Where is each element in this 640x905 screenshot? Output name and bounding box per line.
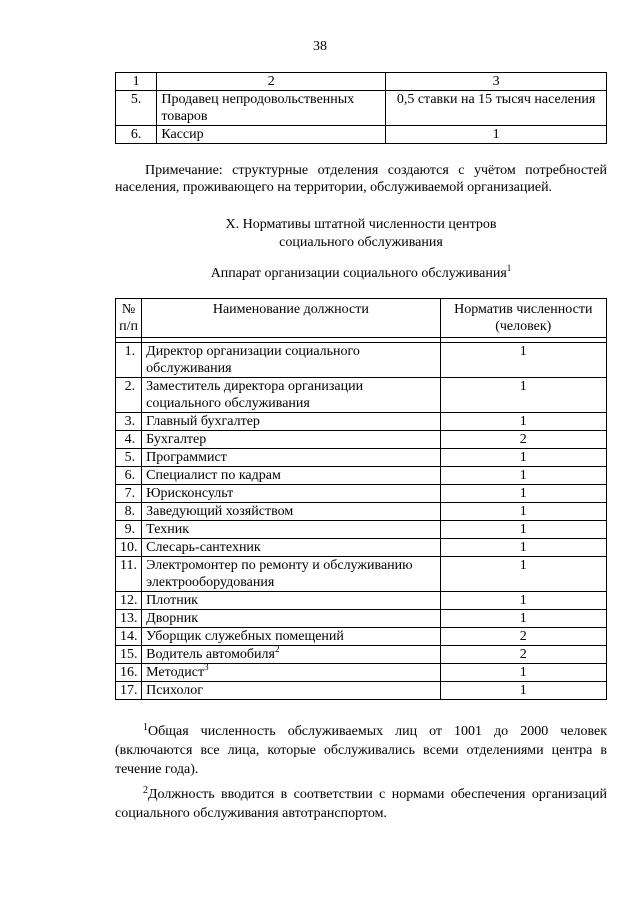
position-name — [142, 682, 440, 700]
norm-value: 1 — [440, 343, 606, 378]
page-number: 38 — [313, 39, 327, 54]
norm-value: 1 — [440, 467, 606, 485]
position-name — [142, 343, 440, 378]
position-name-text: Дворник — [146, 611, 199, 626]
row-number: 9. — [116, 521, 142, 539]
norm-value: 1 — [440, 557, 606, 592]
position-name — [142, 521, 440, 539]
row-number: 5. — [116, 91, 157, 126]
row-number: 13. — [116, 610, 142, 628]
footnote-text: Общая численность обслуживаемых лиц от 1001 до 2000 человек (включаются все лица, которые обслуживались всеми отделениями центра в течение года). — [115, 724, 607, 777]
norm-value: 1 — [386, 126, 607, 144]
position-name-text: Заведующий хозяйством — [146, 504, 294, 519]
row-number: 12. — [116, 592, 142, 610]
position-name-text: Психолог — [146, 683, 203, 698]
position-name-text: Программист — [146, 450, 227, 465]
norm-value: 0,5 ставки на 15 тысяч населения — [386, 91, 607, 126]
norm-value: 1 — [440, 610, 606, 628]
row-number: 10. — [116, 539, 142, 557]
position-name — [142, 646, 440, 664]
row-number: 17. — [116, 682, 142, 700]
row-number: 6. — [116, 467, 142, 485]
table-row — [116, 521, 607, 539]
norm-value: 1 — [440, 592, 606, 610]
norm-value: 1 — [440, 413, 606, 431]
position-name — [142, 628, 440, 646]
row-number: 5. — [116, 449, 142, 467]
row-number: 11. — [116, 557, 142, 592]
table-row — [116, 664, 607, 682]
footnote-ref: 1 — [506, 263, 512, 273]
position-name-text: Юрисконсульт — [146, 486, 234, 501]
footnote-text: Должность вводится в соответствии с нормами обеспечения организаций социального обслуживания автотранспортом. — [115, 787, 607, 821]
footnote-number: 1 — [143, 722, 148, 733]
row-number: 1. — [116, 343, 142, 378]
position-name-text: Методист — [146, 665, 205, 680]
position-name — [142, 378, 440, 413]
position-name-text: Техник — [146, 522, 190, 537]
position-name-text: Главный бухгалтер — [146, 414, 260, 429]
row-number: 16. — [116, 664, 142, 682]
position-name-text: Бухгалтер — [146, 432, 207, 447]
norm-value: 1 — [440, 682, 606, 700]
top-table — [115, 72, 607, 144]
row-number: 4. — [116, 431, 142, 449]
position-name-text: Уборщик служебных помещений — [146, 629, 344, 644]
table-row — [116, 592, 607, 610]
table-row — [116, 557, 607, 592]
position-name — [142, 592, 440, 610]
section-title-line: X. Нормативы штатной численности центров — [225, 217, 497, 232]
row-number: 7. — [116, 485, 142, 503]
top-table-header-cell: 2 — [157, 73, 386, 91]
position-name — [142, 449, 440, 467]
norm-value: 1 — [440, 485, 606, 503]
header-norm: Норматив численности (человек) — [440, 299, 606, 338]
table-row — [116, 449, 607, 467]
row-number: 14. — [116, 628, 142, 646]
top-table-header-cell: 3 — [386, 73, 607, 91]
norm-value: 1 — [440, 521, 606, 539]
top-table-header-row — [116, 73, 607, 91]
top-table-header-cell: 1 — [116, 73, 157, 91]
position-name-text: Электромонтер по ремонту и обслуживанию электрооборудования — [146, 558, 413, 590]
row-number: 6. — [116, 126, 157, 144]
table-row — [116, 539, 607, 557]
row-number: 15. — [116, 646, 142, 664]
row-number: 8. — [116, 503, 142, 521]
header-number: № п/п — [116, 299, 142, 338]
table-body — [116, 343, 607, 700]
footnote-number: 2 — [143, 785, 148, 796]
norm-value: 2 — [440, 646, 606, 664]
table-row — [116, 126, 607, 144]
table-row — [116, 646, 607, 664]
section-title-line: социального обслуживания — [279, 235, 443, 250]
position-name — [142, 413, 440, 431]
footnote — [115, 781, 607, 823]
subtitle-text: Аппарат организации социального обслуживания — [210, 266, 507, 281]
norm-value: 1 — [440, 664, 606, 682]
norm-value: 1 — [440, 449, 606, 467]
table-row — [116, 343, 607, 378]
norm-value: 1 — [440, 378, 606, 413]
position-name-text: Слесарь-сантехник — [146, 540, 261, 555]
position-name — [142, 539, 440, 557]
position-name-text: Заместитель директора организации социального обслуживания — [146, 379, 364, 411]
footnotes — [115, 718, 607, 825]
position-name-text: Специалист по кадрам — [146, 468, 281, 483]
row-number: 3. — [116, 413, 142, 431]
position-name: Продавец непродовольственных товаров — [157, 91, 386, 126]
position-name — [142, 485, 440, 503]
norm-value: 2 — [440, 431, 606, 449]
norm-value: 1 — [440, 539, 606, 557]
row-number: 2. — [116, 378, 142, 413]
table-row — [116, 682, 607, 700]
table-row — [116, 378, 607, 413]
position-name — [142, 664, 440, 682]
table-row — [116, 91, 607, 126]
position-name: Кассир — [157, 126, 386, 144]
position-name-text: Директор организации социального обслуживания — [146, 344, 360, 376]
norm-value: 2 — [440, 628, 606, 646]
position-name — [142, 503, 440, 521]
table-row — [116, 628, 607, 646]
position-name — [142, 557, 440, 592]
position-name — [142, 431, 440, 449]
header-position: Наименование должности — [142, 299, 440, 338]
table-row — [116, 467, 607, 485]
table-row — [116, 431, 607, 449]
table-row — [116, 413, 607, 431]
position-name-text: Плотник — [146, 593, 198, 608]
section-title — [115, 216, 607, 252]
footnote-ref: 2 — [274, 644, 280, 654]
position-name-text: Водитель автомобиля — [146, 647, 275, 662]
footnote — [115, 718, 607, 779]
position-name — [142, 467, 440, 485]
table-row — [116, 610, 607, 628]
footnote-ref: 3 — [204, 662, 209, 672]
norm-value: 1 — [440, 503, 606, 521]
table-row — [116, 485, 607, 503]
position-name — [142, 610, 440, 628]
note-paragraph: Примечание: структурные отделения создаются с учётом потребностей населения, проживающего на территории, обслуживаемой организацией. — [115, 163, 607, 195]
table-header-row — [116, 299, 607, 338]
section-subtitle — [115, 265, 607, 282]
table-row — [116, 503, 607, 521]
staff-norms-table — [115, 298, 607, 700]
